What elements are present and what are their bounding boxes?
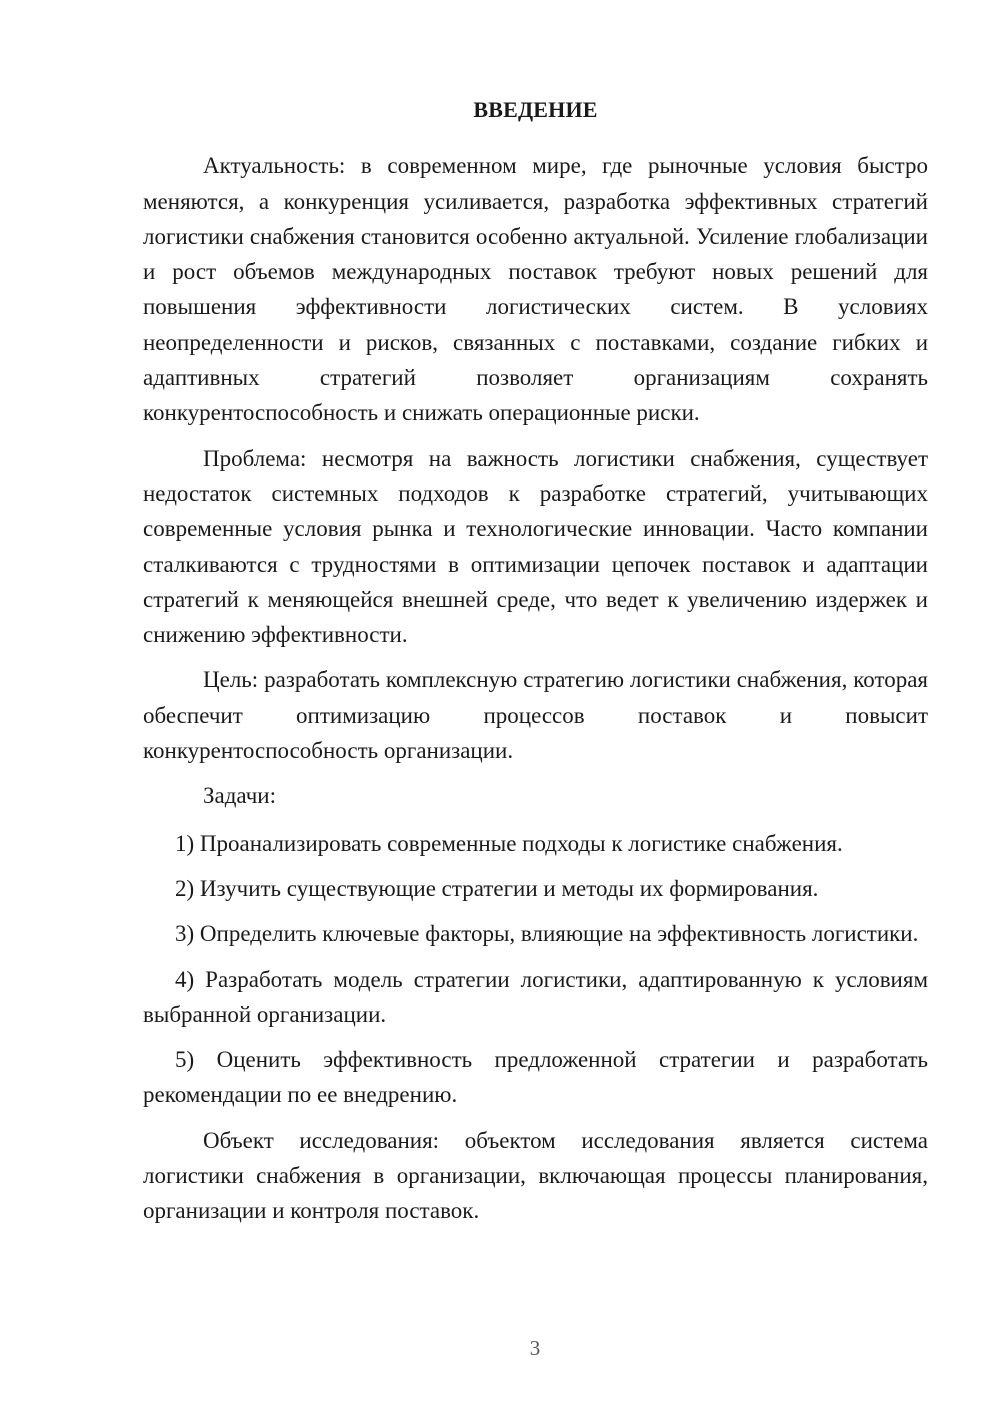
paragraph-problem: Проблема: несмотря на важность логистики снабжения, существует недостаток системных подходов к разработке стратегий, учитывающих современные условия рынка и технологические инновации. Часто компании сталкиваются с трудностями в оптимизации цепочек поставок и адаптации стратегий к меняющейся внешней среде, что ведет к увеличению издержек и снижению эффективности. (143, 445, 928, 648)
task-item-2: 2) Изучить существующие стратегии и методы их формирования. (175, 875, 819, 901)
page-title: ВВЕДЕНИЕ (473, 97, 598, 122)
paragraph-goal: Цель: разработать комплексную стратегию логистики снабжения, которая обеспечит оптимизацию процессов поставок и повысит конкурентоспособность организации. (143, 667, 928, 764)
paragraph-object: Объект исследования: объектом исследования является система логистики снабжения в организации, включающая процессы планирования, организации и контроля поставок. (143, 1127, 928, 1224)
page-content (143, 92, 928, 1239)
paragraph-relevance: Актуальность: в современном мире, где рыночные условия быстро меняются, а конкуренция усиливается, разработка эффективных стратегий логистики снабжения становится особенно актуальной. Усиление глобализации и рост объемов международных поставок требуют новых решений для повышения эффективности логистических систем. В условиях неопределенности и рисков, связанных с поставками, создание гибких и адаптивных стратегий позволяет организациям сохранять конкурентоспособность и снижать операционные риски. (143, 153, 928, 426)
task-item-1: 1) Проанализировать современные подходы к логистике снабжения. (175, 830, 843, 856)
page-number: 3 (529, 1336, 541, 1360)
task-item-4: 4) Разработать модель стратегии логистики, адаптированную к условиям выбранной организации. (143, 966, 928, 1027)
task-item-5: 5) Оценить эффективность предложенной стратегии и разработать рекомендации по ее внедрению. (143, 1047, 928, 1108)
task-item-3: 3) Определить ключевые факторы, влияющие на эффективность логистики. (175, 921, 919, 947)
tasks-heading: Задачи: (203, 783, 276, 809)
